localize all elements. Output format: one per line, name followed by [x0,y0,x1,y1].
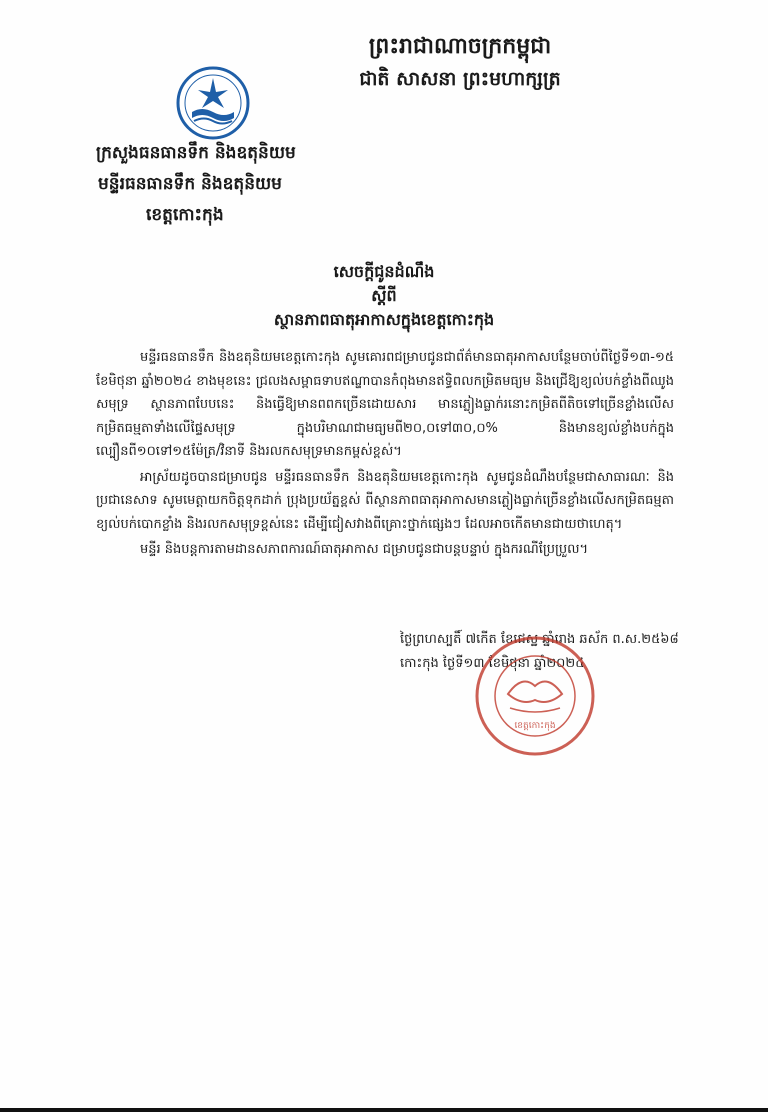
organization-header [96,138,456,231]
body-paragraph-2: អាស្រ័យដូចបានជម្រាបជូន មន្ទីរធនធានទឹក និងឧតុនិយមខេត្តកោះកុង សូមជូនដំណឹងបន្ថែមជាសាធារណៈ និងប្រជានេសាទ សូមមេត្តាយកចិត្តទុកដាក់ ប្រុងប្រយ័ត្នខ្ពស់ ពីស្ថានភាពធាតុអាកាសមានភ្លៀងធ្លាក់ច្រើនខ្លាំងលើសកម្រិតធម្មតា ខ្យល់បក់បោកខ្លាំង និងរលកសមុទ្រខ្ពស់នេះ ដើម្បីជៀសវាងពីគ្រោះថ្នាក់ផ្សេងៗ ដែលអាចកើតមានជាយថាហេតុ។ [96,469,674,532]
ministry-logo-icon [176,66,250,140]
ministry-name: ក្រសួងធនធានទឹក និងឧតុនិយម [96,143,296,163]
kingdom-title: ព្រះរាជាណាចក្រកម្ពុជា [368,34,552,59]
national-motto: ជាតិ សាសនា ព្រះមហាក្សត្រ [359,68,561,90]
official-seal-icon [460,634,610,758]
document-body [96,346,674,564]
province-name: ខេត្តកោះកុង [146,205,224,225]
document-title [0,260,768,332]
department-name: មន្ទីរធនធានទឹក និងឧតុនិយម [98,174,282,194]
page-bottom-edge [0,1108,768,1112]
national-header [270,30,650,94]
body-paragraph-3: មន្ទីរ និងបន្តការតាមដានសភាពការណ៍ធាតុអាកាស ជម្រាបជូនជាបន្តបន្ទាប់ ក្នុងករណីប្រែប្រួល។ [140,542,589,557]
title-line-2: ស្តីពី [371,286,397,305]
body-paragraph-1: មន្ទីរធនធានទឹក និងឧតុនិយមខេត្តកោះកុង សូមគោរពជម្រាបជូនជាព័ត៌មានធាតុអាកាសបន្ថែមចាប់ពីថ្ងៃទី១៣-១៥ ខែមិថុនា ឆ្នាំ២០២៤ ខាងមុខនេះ ជ្រលងសម្ពាធទាបឥណ្ឌាបានកំពុងមានឥទ្ធិពលកម្រិតមធ្យម និងជ្រើឱ្យខ្យល់បក់ខ្លាំងពីឈូងសមុទ្រ ស្ថានភាពបែបនេះ និងធ្វើឱ្យមានពពកច្រើនដោយសារ មានភ្លៀងធ្លាក់រនោះកម្រិតពីតិចទៅច្រើនខ្លាំងលើសកម្រិតធម្មតាទាំងលើផ្ទៃសមុទ្រ ក្នុងបរិមាណជាមធ្យមពី២០,០ទៅ៣០,០% និងមានខ្យល់ខ្លាំងបក់ក្នុងល្បឿនពី១០ទៅ១៥ម៉ែត្រ/វិនាទី និងរលកសមុទ្រមានកម្ពស់ខ្ពស់។ [96,350,674,459]
title-line-3: ស្ថានភាពធាតុអាកាសក្នុងខេត្តកោះកុង [273,310,495,329]
lunar-date: ថ្ងៃព្រហស្បតិ៍ ៧កើត ខែជេស្ឋ ឆ្នាំរោង ឆស័ក ព.ស.២៥៦៨ [400,632,679,647]
seal-text: ខេត្តកោះកុង [514,721,556,731]
title-line-1: សេចក្តីជូនដំណឹង [333,262,435,281]
solar-date: កោះកុង ថ្ងៃទី១៣ ខែមិថុនា ឆ្នាំ២០២៤ [400,656,585,671]
